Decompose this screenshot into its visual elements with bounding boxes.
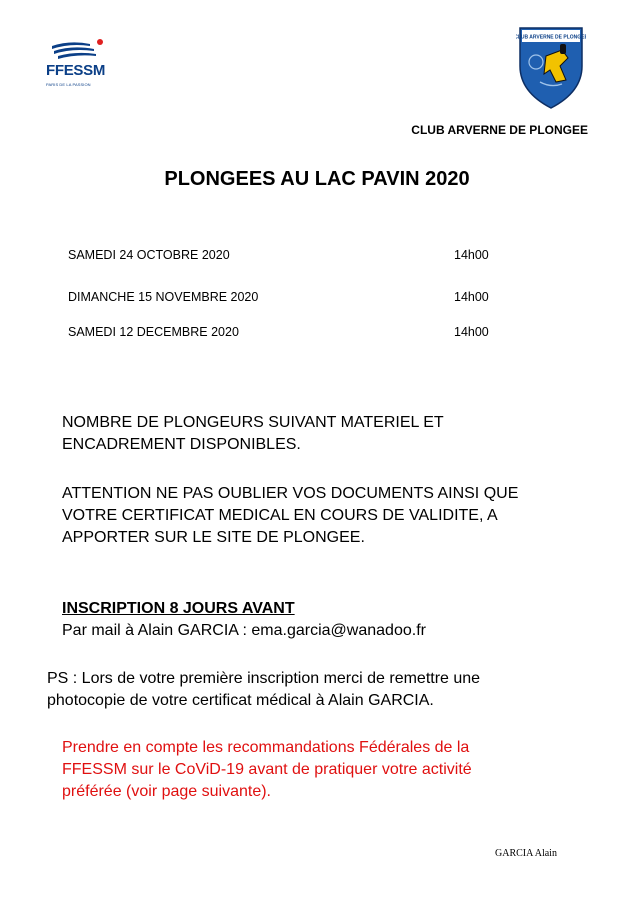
- paragraph-line: VOTRE CERTIFICAT MEDICAL EN COURS DE VALIDITE, A: [62, 507, 498, 524]
- schedule-date: SAMEDI 12 DECEMBRE 2020: [68, 325, 239, 339]
- schedule-date: SAMEDI 24 OCTOBRE 2020: [68, 248, 230, 262]
- divers-paragraph: [62, 412, 582, 456]
- inscription-block: [62, 598, 582, 642]
- schedule-date: DIMANCHE 15 NOVEMBRE 2020: [68, 290, 259, 304]
- paragraph-line: Prendre en compte les recommandations Fédérales de la: [62, 739, 470, 756]
- crest-label: CLUB ARVERNE DE PLONGEE: [516, 34, 586, 41]
- ffessm-name: FFESSM: [46, 62, 106, 79]
- ffessm-logo: [44, 36, 114, 92]
- paragraph-line: FFESSM sur le CoViD-19 avant de pratiquer votre activité: [62, 761, 472, 778]
- club-name: CLUB ARVERNE DE PLONGEE: [411, 123, 588, 137]
- page-title: PLONGEES AU LAC PAVIN 2020: [164, 168, 470, 190]
- inscription-mail: Par mail à Alain GARCIA : ema.garcia@wanadoo.fr: [62, 622, 426, 639]
- paragraph-line: APPORTER SUR LE SITE DE PLONGEE.: [62, 529, 365, 546]
- signature: GARCIA Alain: [495, 848, 557, 859]
- schedule-time: 14h00: [454, 290, 489, 304]
- documents-paragraph: [62, 483, 582, 549]
- paragraph-line: préférée (voir page suivante).: [62, 783, 271, 800]
- paragraph-line: ATTENTION NE PAS OUBLIER VOS DOCUMENTS AINSI QUE: [62, 485, 519, 502]
- covid-notice: [62, 737, 582, 803]
- paragraph-line: photocopie de votre certificat médical à Alain GARCIA.: [47, 692, 434, 709]
- ffessm-waves-icon: [50, 36, 108, 60]
- ps-paragraph: [47, 668, 607, 712]
- paragraph-line: PS : Lors de votre première inscription merci de remettre une: [47, 670, 481, 687]
- ffessm-tagline: PARIS DE LA PASSION: [46, 82, 91, 87]
- club-crest: [516, 22, 586, 110]
- paragraph-line: ENCADREMENT DISPONIBLES.: [62, 436, 301, 453]
- inscription-title: INSCRIPTION 8 JOURS AVANT: [62, 600, 295, 617]
- club-crest-icon: [516, 22, 586, 110]
- schedule-time: 14h00: [454, 325, 489, 339]
- paragraph-line: NOMBRE DE PLONGEURS SUIVANT MATERIEL ET: [62, 414, 444, 431]
- schedule-time: 14h00: [454, 248, 489, 262]
